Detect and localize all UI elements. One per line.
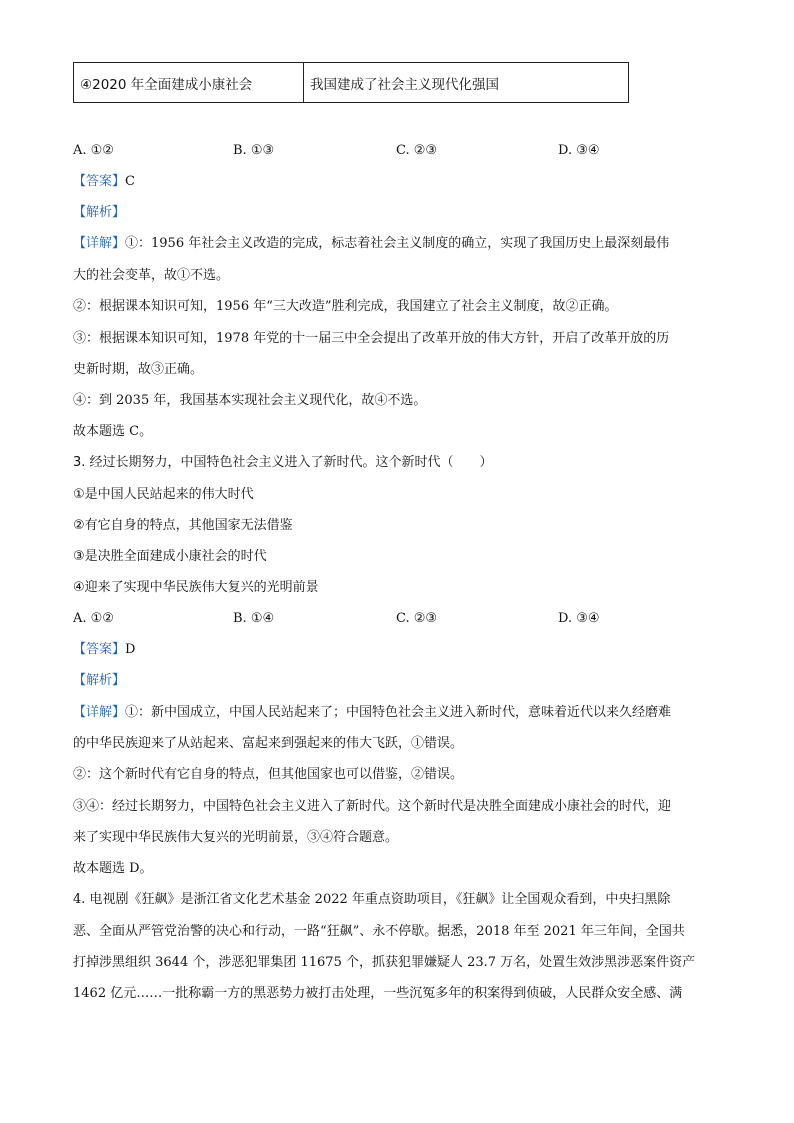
answer-label: 【答案】 — [73, 174, 126, 189]
q3-item: ①是中国人民站起来的伟大时代 — [73, 487, 254, 502]
q2-option-b: B. ①③ — [233, 143, 275, 158]
detail-label: 【详解】 — [73, 705, 126, 720]
table-row — [74, 63, 629, 103]
answer-value: C — [125, 174, 135, 189]
detail-label: 【详解】 — [73, 236, 126, 251]
q3-option-d: D. ③④ — [558, 611, 600, 626]
q3-detail-line — [73, 703, 671, 723]
analysis-label: 【解析】 — [73, 205, 126, 220]
q3-analysis-heading — [73, 671, 125, 691]
q3-item: ④迎来了实现中华民族伟大复兴的光明前景 — [73, 580, 319, 595]
q2-detail-line: ③：根据课本知识可知，1978 年党的十一届三中全会提出了改革开放的伟大方针，开启了改革开放的历 — [73, 331, 670, 346]
q4-text-line: 4. 电视剧《狂飙》是浙江省文化艺术基金 2022 年重点资助项目，《狂飙》让全国观众看到，中央扫黑除 — [73, 892, 671, 907]
q2-option-c: C. ②③ — [396, 143, 438, 158]
table-cell-result: 我国建成了社会主义现代化强国 — [304, 63, 629, 103]
q2-answer — [73, 172, 135, 192]
q3-item: ③是决胜全面建成小康社会的时代 — [73, 549, 267, 564]
q3-stem: 3. 经过长期努力，中国特色社会主义进入了新时代。这个新时代（ ） — [73, 455, 493, 470]
q4-text-line: 1462 亿元……一批称霸一方的黑恶势力被打击处理，一些沉冤多年的积案得到侦破，人民群众安全感、满 — [73, 986, 683, 1001]
q3-option-a: A. ①② — [73, 611, 114, 626]
q2-conclusion: 故本题选 C。 — [73, 424, 153, 439]
q2-analysis-heading — [73, 203, 125, 223]
q2-detail-line: ②：根据课本知识可知，1956 年“三大改造”胜利完成，我国建立了社会主义制度，故②正确。 — [73, 299, 618, 314]
table-cell-event: ④2020 年全面建成小康社会 — [74, 63, 304, 103]
q2-option-d: D. ③④ — [558, 143, 600, 158]
detail-text: ①：1956 年社会主义改造的完成，标志着社会主义制度的确立，实现了我国历史上最深刻最伟 — [125, 236, 670, 251]
q2-option-a: A. ①② — [73, 143, 114, 158]
q3-conclusion: 故本题选 D。 — [73, 861, 153, 876]
q2-detail-line: 史新时期，故③正确。 — [73, 362, 204, 377]
q3-option-c: C. ②③ — [396, 611, 438, 626]
q3-item: ②有它自身的特点，其他国家无法借鉴 — [73, 518, 293, 533]
detail-text: ①：新中国成立，中国人民站起来了；中国特色社会主义进入新时代，意味着近代以来久经磨难 — [125, 705, 672, 720]
answer-value: D — [125, 642, 136, 657]
q2-detail-line: 大的社会变革，故①不选。 — [73, 268, 230, 283]
q2-detail-line — [73, 234, 669, 254]
q4-text-line: 打掉涉黑组织 3644 个，涉恶犯罪集团 11675 个，抓获犯罪嫌疑人 23.7 万名，处置生效涉黑涉恶案件资产 — [73, 955, 696, 970]
q3-detail-line: ③④：经过长期努力，中国特色社会主义进入了新时代。这个新时代是决胜全面建成小康社会的时代，迎 — [73, 799, 672, 814]
q3-option-b: B. ①④ — [233, 611, 275, 626]
q4-text-line: 恶、全面从严管党治警的决心和行动，一路“狂飙”、永不停歇。据悉，2018 年至 2021 年三年间，全国共 — [73, 924, 685, 939]
event-table — [73, 62, 629, 103]
answer-label: 【答案】 — [73, 642, 126, 657]
analysis-label: 【解析】 — [73, 673, 126, 688]
q3-answer — [73, 640, 135, 660]
q3-detail-line: 的中华民族迎来了从站起来、富起来到强起来的伟大飞跃，①错误。 — [73, 736, 464, 751]
q3-detail-line: 来了实现中华民族伟大复兴的光明前景，③④符合题意。 — [73, 830, 399, 845]
q2-detail-line: ④：到 2035 年，我国基本实现社会主义现代化，故④不选。 — [73, 393, 427, 408]
q3-detail-line: ②：这个新时代有它自身的特点，但其他国家也可以借鉴，②错误。 — [73, 767, 464, 782]
